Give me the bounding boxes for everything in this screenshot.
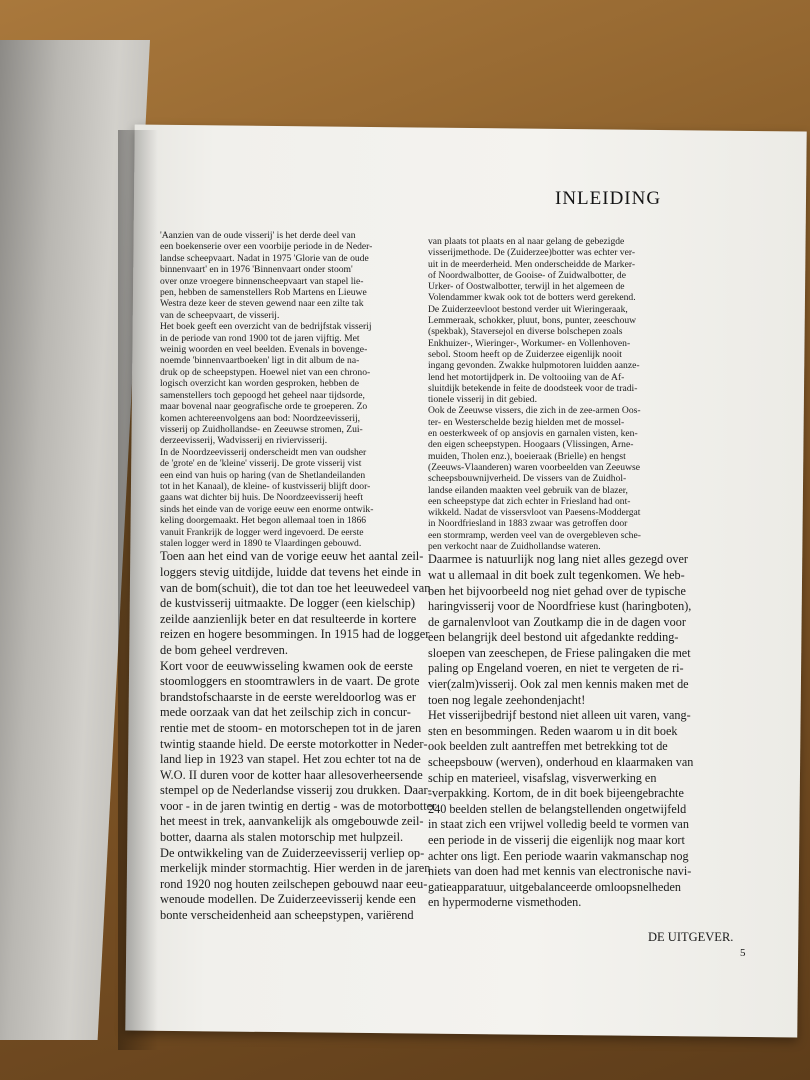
text-line: rond 1920 nog houten zeilschepen gebouwd naar eeu-	[160, 876, 428, 891]
text-line: -verpakking. Kortom, de in dit boek bijeengebrachte	[428, 786, 684, 801]
text-line: De Zuiderzeevloot bestond verder uit Wieringeraak,	[428, 303, 628, 315]
text-line: vier(zalm)visserij. Ook zal men kennis maken met de	[428, 677, 689, 692]
text-line: wat u allemaal in dit boek zult tegenkomen. We heb-	[428, 567, 685, 582]
text-line: uit in de meerderheid. Men onderscheidde de Marker-	[428, 258, 636, 270]
text-line: zeilde aanzienlijk beter en dat resulteerde in kortere	[160, 611, 417, 626]
text-line: vanuit Frankrijk de logger werd ingevoerd. De eerste	[160, 526, 364, 538]
text-line: (Zeeuws-Vlaanderen) waren voorbeelden van Zeeuwse	[428, 461, 641, 473]
text-line: pen, hebben de samenstellers Rob Martens en Lieuwe	[160, 287, 367, 299]
text-line: mede oorzaak van dat het zeilschip zich in concur-	[160, 705, 411, 720]
text-line: een eind van huis op haring (van de Shetlandeilanden	[160, 469, 366, 481]
text-line: de garnalenvloot van Zoutkamp die in de dagen voor	[428, 614, 686, 629]
text-line: 240 beelden stellen de belangstellenden ongetwijfeld	[428, 801, 687, 816]
page-number: 5	[740, 947, 746, 959]
text-line: De ontwikkeling van de Zuiderzeevisserij verliep op-	[160, 845, 425, 860]
text-line: Het boek geeft een overzicht van de bedrijfstak visserij	[160, 321, 372, 333]
text-line: scheepsbouw (werven), onderhoud en klaarmaken van	[428, 755, 694, 770]
text-line: voor - in de jaren twintig en dertig - was de motorbotter	[160, 798, 437, 813]
text-line: in staat zich een vrijwel volledig beeld te vormen van	[428, 817, 689, 832]
text-line: bonte verscheidenheid aan scheepstypen, variërend	[160, 908, 414, 923]
text-line: binnenvaart' en in 1976 'Binnenvaart onder stoom'	[160, 264, 353, 276]
text-line: Het visserijbedrijf bestond niet alleen uit varen, vang-	[428, 708, 691, 723]
column-left-small-text	[160, 230, 410, 549]
text-line: landse scheepvaart. Nadat in 1975 'Glorie van de oude	[160, 252, 369, 264]
text-line: de 'grote' en de 'kleine' visserij. De grote visserij vist	[160, 458, 362, 470]
signature: DE UITGEVER.	[648, 930, 734, 944]
text-line: lend het motortijdperk in. De voltooiing van de Af-	[428, 371, 625, 383]
text-line: (spekbak), Staversejol en diverse bolschepen zoals	[428, 326, 623, 338]
text-line: sten en besommingen. Reden waarom u in dit boek	[428, 723, 678, 738]
text-column-right	[428, 236, 750, 911]
text-line: een belangrijk deel bestond uit afgedankte redding-	[428, 630, 679, 645]
text-line: visserijmethode. De (Zuiderzee)botter was echter ver-	[428, 247, 636, 259]
text-line: het meest in trek, aanvankelijk als omgebouwde zeil-	[160, 814, 424, 829]
text-line: stempel op de Nederlandse visserij zou drukken. Daar-	[160, 783, 432, 798]
text-line: ben het bijvoorbeeld nog niet gehad over de typische	[428, 583, 686, 598]
text-line: gatieapparatuur, uitgebalanceerde omloopsnelheden	[428, 879, 681, 894]
text-line: pen verkocht naar de Zuidhollandse wateren.	[428, 541, 601, 553]
text-line: visserij op Zuidhollandse- en Zeeuwse stromen, Zui-	[160, 423, 363, 435]
text-line: paling op Engeland voeren, en niet te vergeten de ri-	[428, 661, 684, 676]
text-line: sluitdijk betekende in feite de doodsteek voor de tradi-	[428, 382, 638, 394]
text-line: den eigen scheepstypen. Hoogaars (Vlissingen, Arne-	[428, 439, 634, 451]
text-line: Urker- of Oostwalbotter, terwijl in het algemeen de	[428, 281, 625, 293]
text-line: een scheepstype dat zich echter in Friesland had ont-	[428, 495, 631, 507]
text-line: een stormramp, werden veel van de overgebleven sche-	[428, 529, 641, 541]
text-line: Kort voor de eeuwwisseling kwamen ook de eerste	[160, 658, 413, 673]
column-right-small-text	[428, 236, 750, 552]
text-line: tionele visserij in dit gebied.	[428, 394, 537, 406]
text-line: botter, daarna als stalen motorschip met hulpzeil.	[160, 830, 404, 845]
text-line: een periode in de visserij die eigenlijk nog maar kort	[428, 833, 685, 847]
text-line: muiden, Tholen enz.), boeieraak (Brielle) en hengst	[428, 450, 626, 462]
text-line: niets van doen had met kennis van electronische navi-	[428, 864, 692, 879]
text-line: de kustvisserij uitmaakte. De logger (een kielschip)	[160, 596, 415, 611]
text-line: toen nog legale zeehondenjacht!	[428, 692, 586, 707]
text-line: scheepsbouwnijverheid. De vissers van de Zuidhol-	[428, 473, 627, 485]
text-line: brandstofschaarste in de eerste wereldoorlog was er	[160, 689, 416, 704]
text-line: in de periode van rond 1900 tot de jaren vijftig. Met	[160, 332, 360, 344]
text-line: maar bovenal naar geografische orde te groeperen. Zo	[160, 401, 368, 413]
text-line: wenoude modellen. De Zuiderzeevisserij kende een	[160, 892, 416, 907]
column-left-large-text	[160, 549, 437, 923]
text-line: van de scheepvaart, de visserij.	[160, 309, 280, 321]
text-line: merkelijk minder stormachtig. Hier werden in de jaren	[160, 861, 431, 876]
text-line: landse eilanden maakten veel gebruik van de blazer,	[428, 484, 628, 496]
text-line: sloepen van zeeschepen, de Friese palingaken die met	[428, 645, 691, 660]
text-line: Westra deze keer de steven gewend naar een zilte tak	[160, 298, 364, 310]
text-line: over onze vroegere binnenscheepvaart van stapel lie-	[160, 275, 364, 287]
text-line: Volendammer kwak ook tot de botters werd gerekend.	[428, 292, 636, 304]
text-line: stoomloggers en stoomtrawlers in de vaart. De grote	[160, 674, 420, 689]
text-line: van plaats tot plaats en al naar gelang de gebezigde	[428, 236, 625, 247]
text-line: weinig woorden en veel beelden. Evenals in bovenge-	[160, 344, 368, 356]
text-line: de bom geheel verdreven.	[160, 642, 288, 657]
text-line: derzeevisserij, Wadvisserij en riviervisserij.	[160, 435, 328, 447]
text-line: stalen logger werd in 1890 te Vlaardingen gebouwd.	[160, 537, 362, 549]
text-line: Toen aan het eind van de vorige eeuw het aantal zeil-	[160, 549, 424, 564]
text-line: een boekenserie over een voorbije periode in de Neder-	[160, 241, 373, 253]
text-line: sinds het einde van de vorige eeuw een enorme ontwik-	[160, 503, 374, 515]
text-line: In de Noordzeevisserij onderscheidt men van oudsher	[160, 446, 367, 458]
text-line: Daarmee is natuurlijk nog lang niet alles gezegd over	[428, 552, 688, 567]
text-line: Ook de Zeeuwse vissers, die zich in de zee-armen Oos-	[428, 405, 641, 417]
text-line: W.O. II duren voor de kotter haar allesoverheersende	[160, 767, 423, 782]
text-line: Enkhuizer-, Wieringer-, Workumer- en Vollenhoven-	[428, 337, 631, 349]
text-column-left	[160, 230, 437, 924]
page-title: INLEIDING	[555, 188, 662, 209]
text-line: en hypermoderne vismethoden.	[428, 895, 582, 910]
text-line: loggers stevig uitdijde, luidde dat tevens het einde in	[160, 564, 422, 579]
text-line: Lemmeraak, schokker, pluut, bons, punter, zeeschouw	[428, 315, 637, 327]
text-line: ingang gevonden. Zwakke hulpmotoren luidden aanze-	[428, 360, 640, 372]
text-line: twintig staande hield. De eerste motorkotter in Neder-	[160, 736, 428, 751]
text-line: komen achtereenvolgens aan bod: Noordzeevisserij,	[160, 412, 361, 424]
text-line: reizen en hogere besommingen. In 1915 had de logger	[160, 627, 430, 642]
text-line: achter ons ligt. Een periode waarin vakmanschap nog	[428, 848, 689, 863]
text-line: sebol. Stoom heeft op de Zuiderzee eigenlijk nooit	[428, 348, 622, 360]
text-line: land liep in 1923 van stapel. Het zou echter tot na de	[160, 752, 421, 767]
text-line: in Noordfriesland in 1883 zwaar was getroffen door	[428, 518, 628, 530]
text-line: keling doorgemaakt. Het begon allemaal toen in 1866	[160, 515, 367, 527]
column-right-large-text	[428, 552, 750, 911]
text-line: druk op de scheepstypen. Hoewel niet van een chrono-	[160, 366, 371, 378]
text-line: samenstellers toch gepoogd het geheel naar tijdsorde,	[160, 389, 365, 401]
text-line: 'Aanzien van de oude visserij' is het derde deel van	[160, 230, 356, 241]
text-line: of Noordwalbotter, de Gooise- of Zuidwalbotter, de	[428, 269, 626, 281]
text-line: logisch overzicht kan worden gesproken, hebben de	[160, 378, 360, 390]
page-gutter-shadow	[118, 130, 158, 1050]
text-line: noemde 'binnenvaartboeken' ligt in dit album de na-	[160, 355, 360, 367]
text-line: schip en materieel, visafslag, visverwerking en	[428, 770, 657, 785]
text-line: ter- en Westerschelde bezig hielden met de mossel-	[428, 416, 625, 428]
text-line: tot in het Kanaal), de kleine- of kustvisserij blijft door-	[160, 480, 371, 492]
text-line: van de bom(schuit), die tot dan toe het leeuwedeel van	[160, 580, 431, 595]
text-line: rentie met de stoom- en motorschepen tot in de jaren	[160, 720, 422, 735]
text-line: haringvisserij voor de Noordfriese kust (haringboten),	[428, 599, 692, 614]
text-line: gaans wat dichter bij huis. De Noordzeevisserij heeft	[160, 492, 364, 504]
text-line: wikkeld. Nadat de vissersvloot van Paesens-Moddergat	[428, 507, 641, 519]
text-line: ook beelden zult aantreffen met betrekking tot de	[428, 739, 668, 754]
text-line: en oesterkweek of op ansjovis en garnalen visten, ken-	[428, 428, 638, 440]
